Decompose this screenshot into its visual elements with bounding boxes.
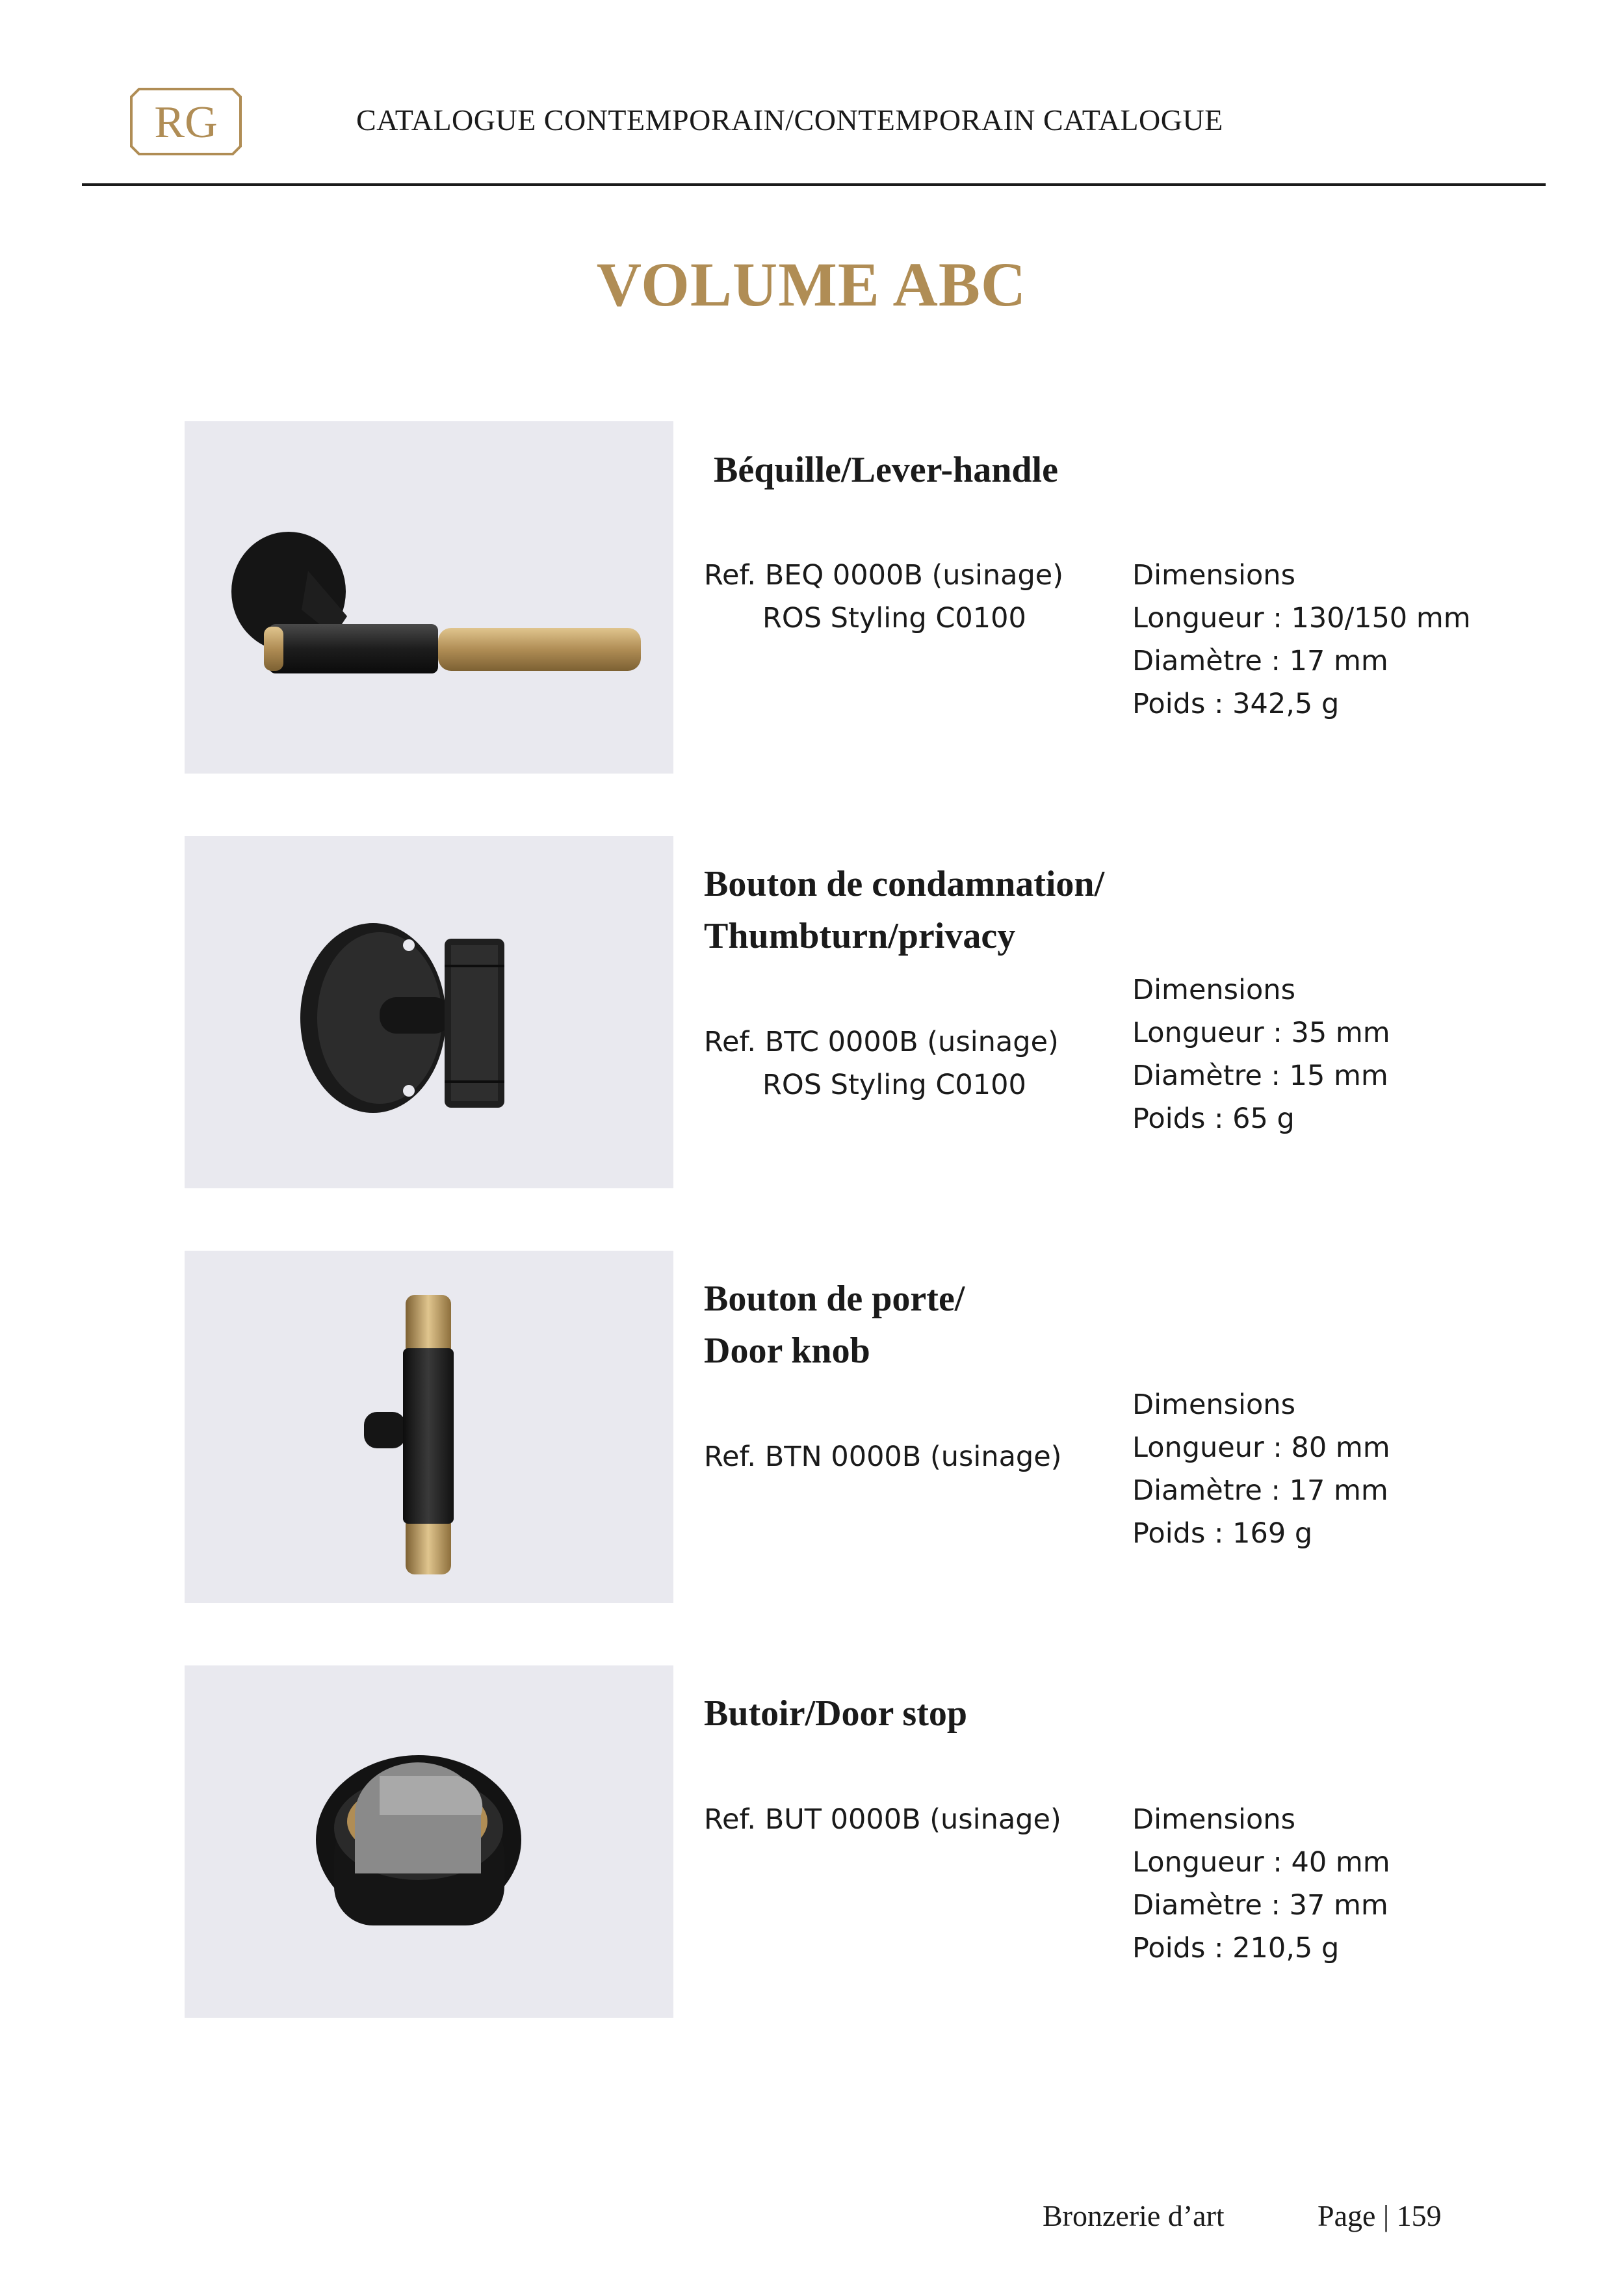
dimension-weight: Poids : 65 g (1132, 1102, 1295, 1135)
product-name-line1: Bouton de condamnation/ (704, 864, 1105, 904)
header-divider (82, 183, 1546, 186)
product-dimensions (1132, 969, 1390, 1140)
dimensions-label: Dimensions (1132, 974, 1295, 1006)
product-dimensions (1132, 1798, 1390, 1970)
dimension-weight: Poids : 210,5 g (1132, 1932, 1340, 1964)
thumbturn-image (185, 836, 673, 1188)
product-ref (704, 1021, 1059, 1106)
lever-handle-image (185, 421, 673, 774)
rg-logo (130, 88, 242, 155)
dimensions-label: Dimensions (1132, 1803, 1295, 1836)
product-name: Butoir/Door stop (704, 1693, 967, 1734)
dimension-weight: Poids : 342,5 g (1132, 688, 1340, 720)
dimension-length: Longueur : 35 mm (1132, 1017, 1390, 1049)
product-name (704, 1273, 965, 1377)
dimension-diameter: Diamètre : 17 mm (1132, 1474, 1388, 1507)
ref-styling-line: ROS Styling C0100 (762, 602, 1026, 634)
product-dimensions (1132, 554, 1471, 725)
ref-styling-line: ROS Styling C0100 (762, 1069, 1026, 1101)
ref-line: Ref. BUT 0000B (usinage) (704, 1803, 1061, 1836)
product-name-line2: Thumbturn/privacy (704, 916, 1016, 956)
product-dimensions (1132, 1383, 1390, 1555)
ref-line: Ref. BTC 0000B (usinage) (704, 1026, 1059, 1058)
dimension-length: Longueur : 130/150 mm (1132, 602, 1471, 634)
door-stop-image (185, 1665, 673, 2018)
door-knob-image (185, 1251, 673, 1603)
dimensions-label: Dimensions (1132, 559, 1295, 592)
product-name: Béquille/Lever-handle (714, 450, 1058, 490)
footer-brand: Bronzerie d’art (1043, 2199, 1225, 2232)
product-name (704, 858, 1104, 962)
dimension-diameter: Diamètre : 15 mm (1132, 1060, 1388, 1092)
dimension-length: Longueur : 80 mm (1132, 1431, 1390, 1464)
product-name-line1: Bouton de porte/ (704, 1279, 965, 1319)
dimension-weight: Poids : 169 g (1132, 1517, 1313, 1550)
product-ref (704, 1798, 1061, 1841)
page-title: VOLUME ABC (596, 250, 1027, 319)
ref-line: Ref. BEQ 0000B (usinage) (704, 559, 1064, 592)
product-ref (704, 1435, 1061, 1478)
dimension-diameter: Diamètre : 17 mm (1132, 645, 1388, 677)
page-number: Page | 159 (1318, 2199, 1442, 2232)
product-name-line2: Door knob (704, 1331, 870, 1371)
product-ref (704, 554, 1063, 640)
dimensions-label: Dimensions (1132, 1389, 1295, 1421)
catalogue-header-title: CATALOGUE CONTEMPORAIN/CONTEMPORAIN CATALOGUE (356, 103, 1223, 137)
ref-line: Ref. BTN 0000B (usinage) (704, 1441, 1062, 1473)
dimension-diameter: Diamètre : 37 mm (1132, 1889, 1388, 1922)
dimension-length: Longueur : 40 mm (1132, 1846, 1390, 1879)
logo-text: RG (154, 98, 218, 148)
